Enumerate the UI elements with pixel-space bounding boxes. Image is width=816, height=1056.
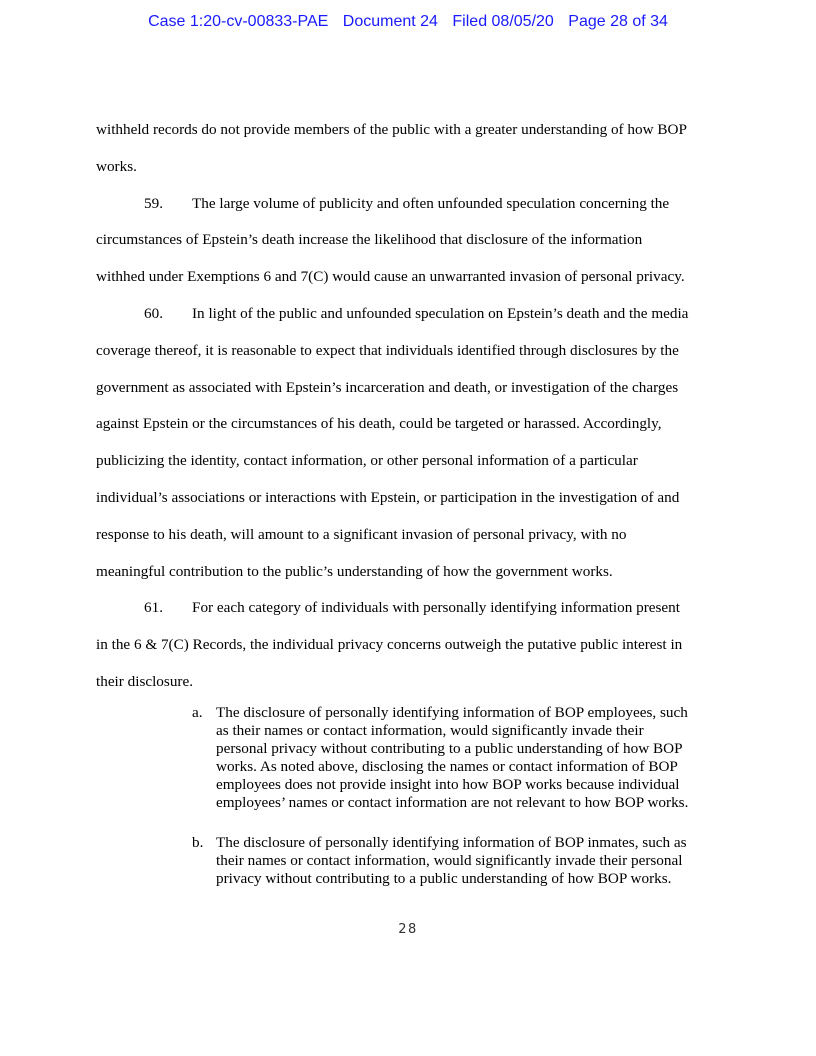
list-item-b	[192, 834, 722, 888]
paragraph-line: coverage thereof, it is reasonable to expect that individuals identified through disclosures by the	[96, 341, 679, 359]
paragraph-line: meaningful contribution to the public’s understanding of how the government works.	[96, 562, 613, 580]
paragraph-text: For each category of individuals with personally identifying information present	[192, 599, 680, 617]
list-item-a	[192, 704, 722, 812]
list-label: b.	[192, 834, 204, 851]
paragraph-line: their disclosure.	[96, 672, 194, 690]
list-text	[216, 834, 722, 888]
filed-date: Filed 08/05/20	[452, 13, 554, 30]
paragraph-line: in the 6 & 7(C) Records, the individual privacy concerns outweigh the putative public interest in	[96, 636, 683, 654]
paragraph-text: In light of the public and unfounded speculation on Epstein’s death and the media	[192, 304, 689, 322]
list-line: employees does not provide insight into how BOP works because individual	[216, 776, 680, 793]
document-number: Document 24	[342, 13, 438, 30]
continuation-line: works.	[96, 157, 137, 175]
list-text	[216, 704, 722, 812]
paragraph-line: publicizing the identity, contact information, or other personal information of a particular	[96, 452, 638, 470]
paragraph-number: 60.	[144, 304, 163, 322]
list-line: employees’ names or contact information are not relevant to how BOP works.	[216, 794, 689, 811]
list-line: works. As noted above, disclosing the names or contact information of BOP	[216, 758, 678, 775]
page-number: 28	[398, 922, 418, 937]
document-body	[96, 112, 720, 701]
paragraph-line: government as associated with Epstein’s incarceration and death, or investigation of the charges	[96, 378, 679, 396]
case-number: Case 1:20-cv-00833-PAE	[148, 13, 329, 30]
list-line: privacy without contributing to a public understanding of how BOP works.	[216, 870, 672, 887]
list-line: The disclosure of personally identifying information of BOP employees, such	[216, 704, 688, 721]
paragraph-line: circumstances of Epstein’s death increase the likelihood that disclosure of the information	[96, 231, 643, 249]
paragraph-line: response to his death, will amount to a significant invasion of personal privacy, with no	[96, 525, 627, 543]
paragraph-60	[96, 296, 720, 590]
paragraph-first-line	[96, 296, 720, 333]
list-line: The disclosure of personally identifying information of BOP inmates, such as	[216, 834, 687, 851]
paragraph-number: 61.	[144, 599, 163, 617]
continuation-line: withheld records do not provide members of the public with a greater understanding of how BOP	[96, 121, 687, 138]
list-label: a.	[192, 704, 203, 721]
case-header	[0, 13, 816, 31]
paragraph-first-line	[96, 590, 720, 627]
paragraph-line: individual’s associations or interactions with Epstein, or participation in the investigation of and	[96, 488, 680, 506]
list-line: their names or contact information, would significantly invade their personal	[216, 852, 683, 869]
list-line: personal privacy without contributing to a public understanding of how BOP	[216, 740, 683, 757]
paragraph-number: 59.	[144, 194, 163, 212]
paragraph-61	[96, 590, 720, 700]
list-line: as their names or contact information, would significantly invade their	[216, 722, 644, 739]
page-indicator: Page 28 of 34	[568, 13, 668, 30]
paragraph-text: The large volume of publicity and often unfounded speculation concerning the	[192, 194, 670, 212]
paragraph-59	[96, 186, 720, 296]
paragraph-line: against Epstein or the circumstances of his death, could be targeted or harassed. Accordingly,	[96, 415, 662, 433]
paragraph-line: withhed under Exemptions 6 and 7(C) would cause an unwarranted invasion of personal privacy.	[96, 268, 685, 286]
paragraph-first-line	[96, 186, 720, 223]
